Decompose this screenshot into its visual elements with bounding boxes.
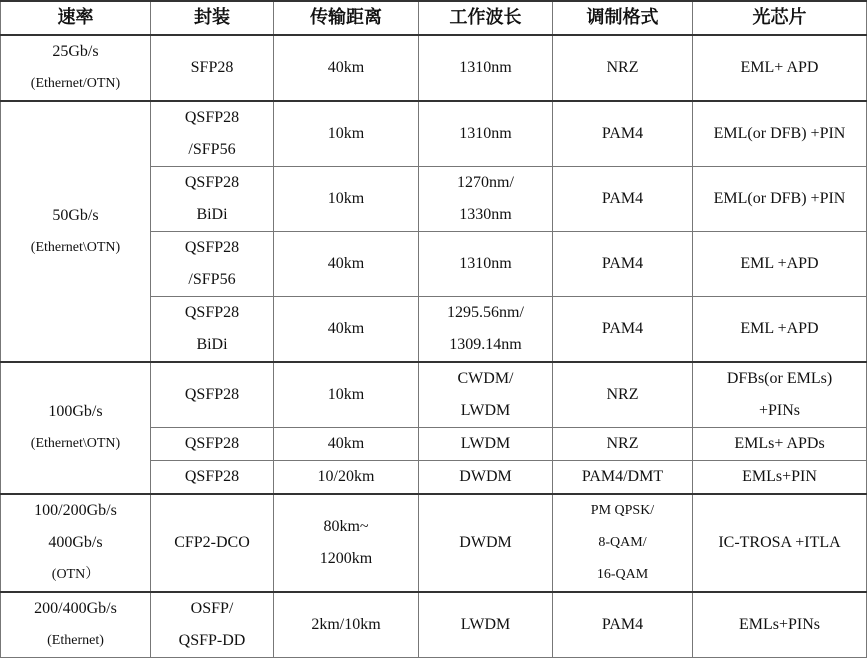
- chip-line: EMLs+PIN: [742, 468, 817, 485]
- rate-cell: [1, 362, 151, 494]
- package-cell: [151, 362, 274, 428]
- chip-cell: [693, 297, 867, 363]
- wavelength-line: DWDM: [459, 534, 512, 551]
- chip-line: IC-TROSA +ITLA: [718, 534, 841, 551]
- wavelength-line: LWDM: [460, 435, 511, 452]
- rate-cell: [1, 494, 151, 592]
- header-rate: 速率: [1, 1, 151, 35]
- wavelength-line: 1310nm: [459, 125, 512, 142]
- package-line: /SFP56: [188, 141, 236, 158]
- package-cell: [151, 461, 274, 495]
- rate-cell: [1, 35, 151, 101]
- package-cell: [151, 35, 274, 101]
- modulation-line: 8-QAM/: [598, 535, 647, 550]
- wavelength-line: DWDM: [459, 468, 512, 485]
- wavelength-cell: [419, 101, 553, 167]
- modulation-line: NRZ: [606, 435, 639, 452]
- chip-cell: [693, 167, 867, 232]
- chip-cell: [693, 461, 867, 495]
- rate-line: 25Gb/s: [52, 43, 99, 60]
- chip-cell: [693, 232, 867, 297]
- wavelength-line: 1310nm: [459, 59, 512, 76]
- package-line: QSFP28: [184, 386, 240, 403]
- distance-line: 10km: [327, 125, 365, 142]
- rate-line: 50Gb/s: [52, 206, 99, 224]
- rate-line: (Ethernet): [47, 633, 104, 648]
- wavelength-line: CWDM/: [457, 370, 514, 387]
- modulation-line: PAM4: [601, 190, 644, 207]
- chip-cell: [693, 362, 867, 428]
- chip-cell: [693, 592, 867, 658]
- chip-cell: [693, 101, 867, 167]
- package-line: OSFP/: [190, 600, 234, 617]
- table-row: [1, 101, 867, 167]
- distance-line: 80km~: [323, 518, 369, 535]
- package-line: SFP28: [190, 59, 234, 76]
- package-cell: [151, 232, 274, 297]
- table-row: [1, 494, 867, 592]
- distance-cell: [274, 35, 419, 101]
- modulation-line: PAM4: [601, 320, 644, 337]
- package-line: /SFP56: [188, 271, 236, 288]
- distance-cell: [274, 297, 419, 363]
- rate-line: (OTN）: [51, 567, 100, 582]
- package-cell: [151, 101, 274, 167]
- package-cell: [151, 167, 274, 232]
- rate-line: (Ethernet\OTN): [30, 436, 121, 451]
- chip-line: EMLs+ APDs: [734, 435, 825, 452]
- package-line: QSFP28: [184, 468, 240, 485]
- modulation-cell: [553, 592, 693, 658]
- rate-line: 400Gb/s: [48, 534, 103, 551]
- chip-cell: [693, 494, 867, 592]
- package-line: BiDi: [196, 336, 228, 353]
- chip-line: +PINs: [758, 402, 801, 419]
- header-row: [1, 1, 867, 35]
- distance-line: 40km: [327, 435, 365, 452]
- distance-cell: [274, 101, 419, 167]
- table-row: [1, 362, 867, 428]
- package-cell: [151, 297, 274, 363]
- wavelength-cell: [419, 428, 553, 461]
- chip-cell: [693, 35, 867, 101]
- modulation-cell: [553, 494, 693, 592]
- rate-cell: [1, 101, 151, 362]
- modulation-line: PAM4: [601, 255, 644, 272]
- distance-cell: [274, 461, 419, 495]
- rate-line: 100/200Gb/s: [34, 502, 117, 519]
- table-header: [1, 1, 867, 35]
- modulation-line: 16-QAM: [596, 567, 649, 582]
- package-line: QSFP28: [184, 174, 240, 191]
- modulation-cell: [553, 428, 693, 461]
- modulation-line: PAM4: [601, 616, 644, 633]
- distance-line: 10km: [327, 386, 365, 403]
- distance-line: 40km: [327, 59, 365, 76]
- wavelength-line: 1310nm: [459, 255, 512, 272]
- table-body: [1, 35, 867, 658]
- package-cell: [151, 428, 274, 461]
- distance-cell: [274, 428, 419, 461]
- distance-line: 2km/10km: [311, 616, 381, 633]
- modulation-cell: [553, 35, 693, 101]
- wavelength-cell: [419, 461, 553, 495]
- modulation-line: NRZ: [606, 386, 639, 403]
- header-package: 封装: [151, 1, 274, 35]
- chip-line: EML(or DFB) +PIN: [713, 125, 846, 142]
- chip-line: EML +APD: [740, 320, 819, 337]
- package-cell: [151, 494, 274, 592]
- wavelength-cell: [419, 362, 553, 428]
- rate-line: 200/400Gb/s: [34, 600, 117, 617]
- modulation-cell: [553, 297, 693, 363]
- modulation-line: PM QPSK/: [590, 503, 655, 518]
- distance-cell: [274, 232, 419, 297]
- rate-line: (Ethernet/OTN): [30, 76, 121, 91]
- chip-line: EML(or DFB) +PIN: [713, 190, 846, 207]
- distance-line: 10/20km: [317, 468, 375, 485]
- chip-line: EMLs+PINs: [738, 616, 821, 633]
- distance-line: 10km: [327, 190, 365, 207]
- modulation-cell: [553, 461, 693, 495]
- chip-line: DFBs(or EMLs): [726, 370, 833, 387]
- chip-line: EML+ APD: [740, 59, 819, 76]
- table-row: [1, 35, 867, 101]
- distance-line: 1200km: [319, 550, 373, 567]
- package-line: BiDi: [196, 206, 228, 223]
- wavelength-line: LWDM: [460, 402, 511, 419]
- header-distance: 传输距离: [274, 1, 419, 35]
- modulation-cell: [553, 362, 693, 428]
- rate-line: (Ethernet\OTN): [30, 239, 121, 255]
- modulation-line: PAM4/DMT: [581, 468, 664, 485]
- package-cell: [151, 592, 274, 658]
- distance-cell: [274, 362, 419, 428]
- wavelength-cell: [419, 35, 553, 101]
- package-line: QSFP28: [184, 109, 240, 126]
- distance-cell: [274, 592, 419, 658]
- package-line: QSFP28: [184, 239, 240, 256]
- wavelength-line: 1330nm: [459, 206, 512, 223]
- header-wavelength: 工作波长: [419, 1, 553, 35]
- wavelength-cell: [419, 592, 553, 658]
- wavelength-line: 1270nm/: [457, 174, 514, 191]
- header-chip: 光芯片: [693, 1, 867, 35]
- wavelength-line: 1309.14nm: [449, 336, 522, 353]
- distance-cell: [274, 494, 419, 592]
- wavelength-cell: [419, 494, 553, 592]
- modulation-cell: [553, 167, 693, 232]
- modulation-line: PAM4: [601, 125, 644, 142]
- distance-line: 40km: [327, 255, 365, 272]
- package-line: QSFP28: [184, 435, 240, 452]
- rate-cell: [1, 592, 151, 658]
- table-row: [1, 592, 867, 658]
- chip-cell: [693, 428, 867, 461]
- wavelength-cell: [419, 297, 553, 363]
- wavelength-cell: [419, 167, 553, 232]
- modulation-cell: [553, 232, 693, 297]
- package-line: QSFP28: [184, 304, 240, 321]
- package-line: CFP2-DCO: [174, 534, 250, 551]
- wavelength-line: LWDM: [460, 616, 511, 633]
- distance-line: 40km: [327, 320, 365, 337]
- header-modulation: 调制格式: [553, 1, 693, 35]
- modulation-cell: [553, 101, 693, 167]
- chip-line: EML +APD: [740, 255, 819, 272]
- package-line: QSFP-DD: [178, 632, 246, 649]
- wavelength-cell: [419, 232, 553, 297]
- distance-cell: [274, 167, 419, 232]
- modulation-line: NRZ: [606, 59, 639, 76]
- wavelength-line: 1295.56nm/: [447, 304, 524, 321]
- rate-line: 100Gb/s: [48, 403, 103, 420]
